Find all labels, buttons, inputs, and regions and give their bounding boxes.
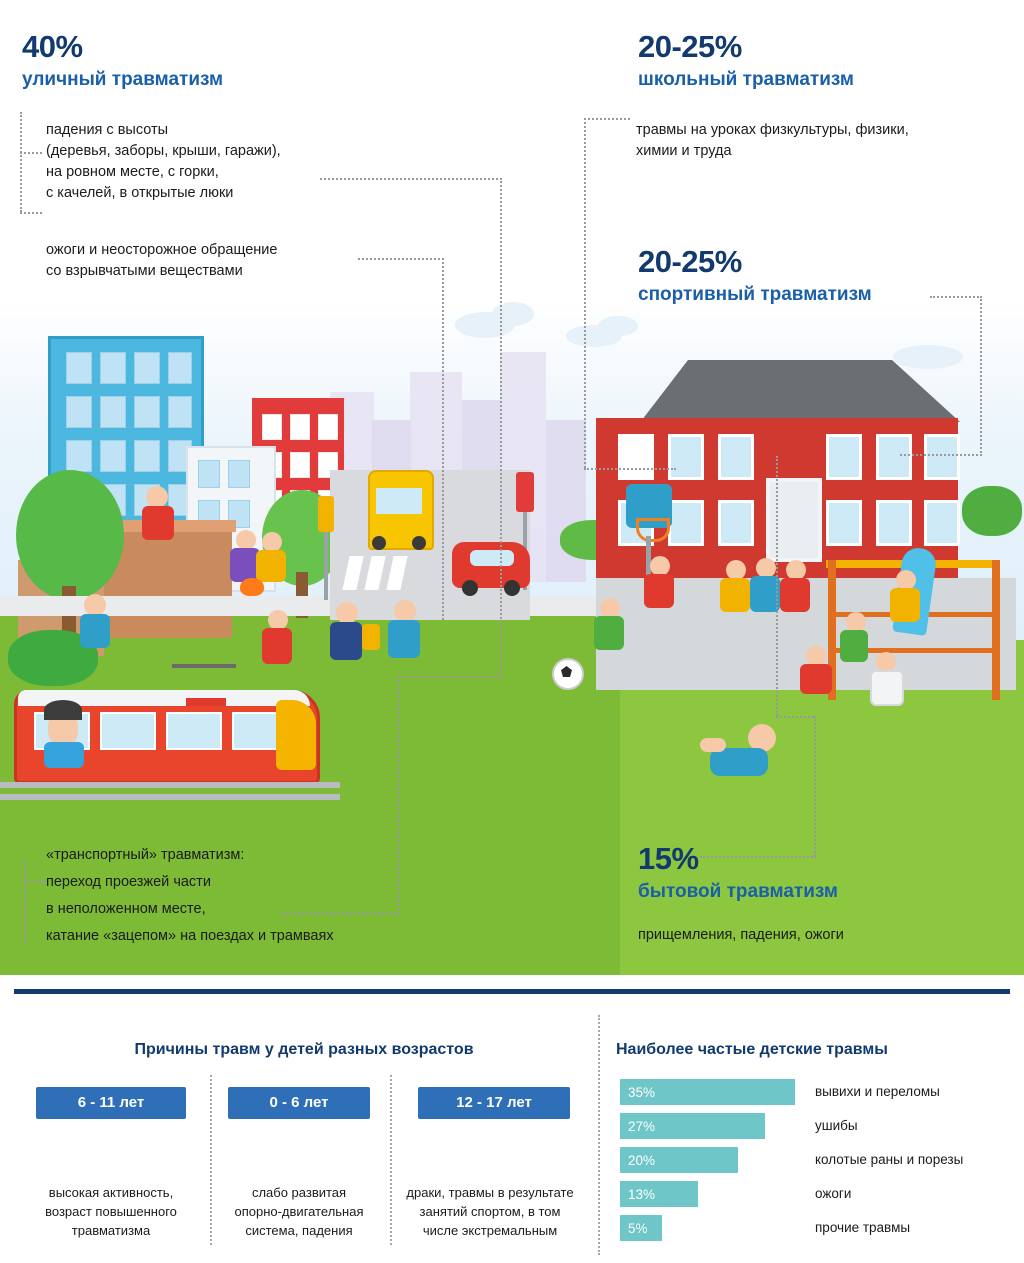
campfire-icon <box>240 578 264 596</box>
child-figure <box>870 670 904 706</box>
swing-seat <box>186 698 226 706</box>
age-chip: 0 - 6 лет <box>228 1087 370 1119</box>
window <box>66 440 92 472</box>
child-figure <box>44 742 84 768</box>
school-category: школьный травматизм <box>638 69 854 90</box>
bush-icon <box>962 486 1022 536</box>
window <box>318 414 338 440</box>
backpack-icon <box>362 624 380 650</box>
home-category: бытовой травматизм <box>638 881 838 902</box>
monkey-bars-leg <box>992 560 1000 700</box>
child-figure <box>650 556 670 576</box>
window <box>826 434 862 480</box>
age-chip: 6 - 11 лет <box>36 1087 186 1119</box>
child-figure <box>780 578 810 612</box>
window <box>290 452 310 478</box>
child-figure <box>890 588 920 622</box>
cloud-icon <box>598 316 638 336</box>
tram-rail <box>0 782 340 788</box>
child-figure <box>840 630 868 662</box>
child-figure <box>336 602 358 624</box>
ages-panel-title: Причины травм у детей разных возрастов <box>134 1041 474 1058</box>
street-percent: 40% <box>22 29 83 64</box>
child-figure <box>84 594 106 616</box>
bar-value: 35% <box>628 1084 656 1100</box>
connector-line <box>814 716 816 856</box>
child-figure <box>388 620 420 658</box>
child-figure <box>644 574 674 608</box>
tree-icon <box>16 470 124 600</box>
child-figure <box>256 550 286 582</box>
window <box>134 352 160 384</box>
age-chip: 12 - 17 лет <box>418 1087 570 1119</box>
child-figure <box>44 700 82 720</box>
bar-label: ожоги <box>815 1186 852 1201</box>
tram-window <box>166 712 222 750</box>
bar <box>620 1079 795 1105</box>
cloud-icon <box>492 302 534 326</box>
child-figure <box>876 652 896 672</box>
bar-value: 20% <box>628 1152 656 1168</box>
car-wheel <box>462 580 478 596</box>
window <box>228 460 250 488</box>
child-figure <box>600 598 620 618</box>
traffic-light-pole <box>324 532 328 600</box>
injured-child-figure <box>710 748 768 776</box>
home-percent: 15% <box>638 841 699 876</box>
bar-value: 13% <box>628 1186 656 1202</box>
bar-label: прочие травмы <box>815 1220 911 1235</box>
bottom-panel <box>0 975 1024 1263</box>
child-figure <box>720 578 750 612</box>
street-category: уличный травматизм <box>22 69 224 90</box>
child-figure <box>800 664 832 694</box>
connector-line <box>20 152 42 154</box>
school-percent: 20-25% <box>638 29 742 64</box>
traffic-light-icon <box>318 496 334 532</box>
child-figure <box>594 616 624 650</box>
age-group-6-11 <box>36 1087 186 1119</box>
sport-percent: 20-25% <box>638 244 742 279</box>
tram-front <box>276 700 316 770</box>
connector-line <box>20 212 42 214</box>
child-figure <box>262 532 282 552</box>
bus-wheel <box>412 536 426 550</box>
window <box>290 414 310 440</box>
window <box>66 396 92 428</box>
window <box>134 440 160 472</box>
bar <box>620 1113 765 1139</box>
connector-line <box>442 258 444 620</box>
traffic-light-icon <box>516 472 534 512</box>
bar-label: ушибы <box>815 1118 858 1133</box>
child-figure <box>726 560 746 580</box>
window <box>668 434 704 480</box>
injured-child-figure <box>700 738 726 752</box>
age-group-6-11-text: высокая активность, возраст повышенного травматизма <box>45 1185 177 1238</box>
school-door <box>766 478 822 562</box>
window <box>718 500 754 546</box>
bar-label: колотые раны и порезы <box>815 1152 964 1167</box>
bus-wheel <box>372 536 386 550</box>
child-figure <box>330 622 362 660</box>
panel-separator <box>598 1015 600 1255</box>
bar-value: 5% <box>628 1220 648 1236</box>
window <box>876 500 912 546</box>
connector-line <box>24 880 44 882</box>
child-figure <box>806 646 826 666</box>
window <box>826 500 862 546</box>
car-wheel <box>504 580 520 596</box>
child-figure <box>142 506 174 540</box>
connector-line <box>20 112 22 212</box>
injuries-bar-chart <box>620 1079 1016 1241</box>
school-description: травмы на уроках физкультуры, физики, химии и труда <box>636 122 909 159</box>
connector-line <box>584 118 586 468</box>
cloud-icon <box>893 345 963 369</box>
transport-description: «транспортный» травматизм: переход проезжей части в неположенном месте, катание «зацепом» на поездах и трамваях <box>46 847 334 944</box>
window <box>876 434 912 480</box>
child-figure <box>896 570 916 590</box>
connector-line <box>900 454 982 456</box>
window <box>718 434 754 480</box>
connector-line <box>776 456 778 716</box>
bar-label: вывихи и переломы <box>815 1084 940 1099</box>
label-group-sport <box>638 245 1018 307</box>
connector-line <box>584 468 676 470</box>
child-figure <box>262 628 292 664</box>
tram-window <box>100 712 156 750</box>
child-figure <box>846 612 866 632</box>
car-window <box>470 550 514 566</box>
connector-line <box>24 862 26 942</box>
bar <box>620 1147 738 1173</box>
age-group-12-17-text: драки, травмы в результате занятий спортом, в том числе экстремальным <box>406 1185 574 1238</box>
child-figure <box>394 600 416 622</box>
swing-frame <box>172 664 236 668</box>
window <box>100 440 126 472</box>
age-group-0-6 <box>228 1087 370 1119</box>
basketball-hoop-icon <box>636 518 670 542</box>
bar-value: 27% <box>628 1118 656 1134</box>
window <box>924 434 960 480</box>
window <box>168 352 192 384</box>
chart-title: Наиболее частые детские травмы <box>616 1041 888 1058</box>
window <box>168 396 192 428</box>
divider-top <box>14 989 1010 994</box>
child-figure <box>786 560 806 580</box>
connector-line <box>980 296 982 456</box>
window <box>618 434 654 480</box>
connector-line <box>584 118 630 120</box>
connector-line <box>776 716 814 718</box>
bar <box>620 1215 662 1241</box>
tram-rail <box>0 794 340 800</box>
window <box>924 500 960 546</box>
window <box>668 500 704 546</box>
window <box>134 396 160 428</box>
child-figure <box>268 610 288 630</box>
window <box>262 414 282 440</box>
window <box>66 352 92 384</box>
age-group-0-6-text: слабо развитая опорно-двигательная система, падения <box>234 1185 364 1238</box>
child-figure <box>80 614 110 648</box>
age-group-12-17 <box>418 1087 570 1119</box>
street-description-2: ожоги и неосторожное обращение со взрывчатыми веществами <box>46 242 278 279</box>
bus-windshield <box>376 488 422 514</box>
sport-category: спортивный травматизм <box>638 284 872 305</box>
child-figure <box>146 486 168 508</box>
label-group-street <box>22 30 442 92</box>
child-figure <box>236 530 256 550</box>
connector-line <box>500 178 502 678</box>
window <box>198 460 220 488</box>
home-description: прищемления, падения, ожоги <box>638 927 844 943</box>
connector-line <box>398 676 502 678</box>
label-group-school <box>638 30 1018 92</box>
child-figure <box>756 558 776 578</box>
street-description: падения с высоты (деревья, заборы, крыши, гаражи), на ровном месте, с горки, с качелей, в открытые люки <box>46 122 281 201</box>
window <box>100 396 126 428</box>
bar <box>620 1181 698 1207</box>
label-group-home <box>638 842 1018 904</box>
window <box>100 352 126 384</box>
